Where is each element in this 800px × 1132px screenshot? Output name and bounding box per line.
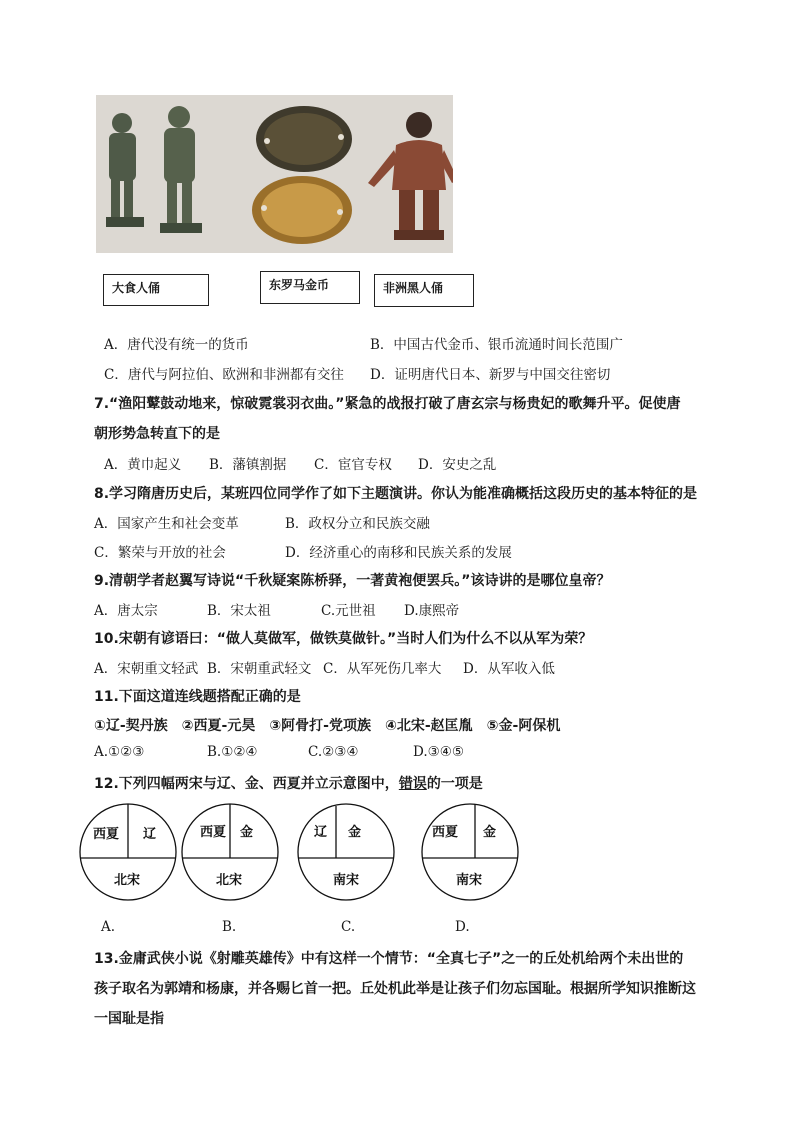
diagram-d[interactable] — [420, 800, 520, 905]
caption-byzantine-coin — [260, 271, 360, 304]
q9-option-a[interactable]: A．唐太宗 — [94, 603, 158, 619]
q10-option-b[interactable]: B．宋朝重武轻文 — [207, 661, 312, 677]
q7-option-d[interactable]: D．安史之乱 — [418, 457, 497, 473]
q7-option-c[interactable]: C．宦官专权 — [314, 457, 392, 473]
diagram-b-top-right: 金 — [240, 825, 254, 840]
q12-option-a[interactable]: A. — [101, 919, 116, 935]
q6-option-a[interactable]: A．唐代没有统一的货币 — [104, 337, 249, 353]
q8-stem: 8.学习隋唐历史后，某班四位同学作了如下主题演讲。你认为能准确概括这段历史的基本特征的是 — [94, 486, 698, 502]
diagram-b[interactable] — [180, 800, 280, 905]
diagram-b-top-left: 西夏 — [200, 825, 227, 840]
diagram-c[interactable] — [296, 800, 396, 905]
artifact-photo — [96, 95, 453, 253]
q10-option-d[interactable]: D．从军收入低 — [463, 661, 555, 677]
q9-option-b[interactable]: B．宋太祖 — [207, 603, 271, 619]
q7-stem-line1: 7.“渔阳鼙鼓动地来，惊破霓裳羽衣曲。”紧急的战报打破了唐玄宗与杨贵妃的歌舞升平。促使唐 — [94, 396, 681, 412]
caption-dashi-text: 大食人俑 — [112, 281, 161, 295]
q8-option-a[interactable]: A．国家产生和社会变革 — [94, 516, 239, 532]
q7-stem-line2: 朝形势急转直下的是 — [94, 426, 220, 442]
q12-option-d[interactable]: D. — [455, 919, 470, 935]
q12-stem — [94, 773, 483, 793]
diagram-a-top-left: 西夏 — [93, 827, 120, 842]
q8-option-d[interactable]: D．经济重心的南移和民族关系的发展 — [285, 545, 512, 561]
caption-dashi-figurine — [103, 274, 209, 306]
q9-stem: 9.清朝学者赵翼写诗说“千秋疑案陈桥驿，一著黄袍便罢兵。”该诗讲的是哪位皇帝？ — [94, 573, 611, 589]
q11-pairs: ①辽-契丹族 ②西夏-元昊 ③阿骨打-党项族 ④北宋-赵匡胤 ⑤金-阿保机 — [94, 718, 561, 734]
diagram-c-top-left: 辽 — [314, 825, 328, 840]
caption-african-figurine — [374, 274, 474, 307]
q12-stem-emphasis: 错误 — [398, 776, 427, 792]
q12-option-c[interactable]: C. — [341, 919, 356, 935]
diagram-a-bottom: 北宋 — [114, 873, 141, 888]
q11-option-c[interactable]: C.②③④ — [308, 744, 359, 760]
q12-stem-post: 的一项是 — [426, 776, 483, 792]
caption-african-text: 非洲黑人俑 — [383, 281, 444, 295]
q13-stem-line1: 13.金庸武侠小说《射雕英雄传》中有这样一个情节：“全真七子”之一的丘处机给两个未出世的 — [94, 951, 684, 967]
artifact-illustration — [96, 95, 453, 253]
diagram-d-bottom: 南宋 — [456, 873, 483, 888]
q8-option-b[interactable]: B．政权分立和民族交融 — [285, 516, 430, 532]
q10-stem: 10.宋朝有谚语曰：“做人莫做军，做铁莫做针。”当时人们为什么不以从军为荣？ — [94, 631, 593, 647]
q12-option-b[interactable]: B. — [222, 919, 237, 935]
q11-option-d[interactable]: D.③④⑤ — [413, 744, 464, 760]
q9-option-d[interactable]: D.康熙帝 — [404, 603, 460, 619]
q6-option-c[interactable]: C．唐代与阿拉伯、欧洲和非洲都有交往 — [104, 367, 344, 383]
q9-option-c[interactable]: C.元世祖 — [321, 603, 376, 619]
q10-option-c[interactable]: C．从军死伤几率大 — [323, 661, 442, 677]
q13-stem-line3: 一国耻是指 — [94, 1011, 164, 1027]
q6-option-d[interactable]: D．证明唐代日本、新罗与中国交往密切 — [370, 367, 611, 383]
q13-stem-line2: 孩子取名为郭靖和杨康，并各赐匕首一把。丘处机此举是让孩子们勿忘国耻。根据所学知识推断这 — [94, 981, 696, 997]
q7-option-a[interactable]: A．黄巾起义 — [104, 457, 182, 473]
q11-option-b[interactable]: B.①②④ — [207, 744, 258, 760]
caption-coin-text: 东罗马金币 — [269, 278, 330, 292]
q8-option-c[interactable]: C．繁荣与开放的社会 — [94, 545, 226, 561]
q6-option-b[interactable]: B．中国古代金币、银币流通时间长范围广 — [370, 337, 623, 353]
diagram-c-bottom: 南宋 — [333, 873, 360, 888]
q7-option-b[interactable]: B．藩镇割据 — [209, 457, 287, 473]
diagram-a-top-right: 辽 — [143, 827, 157, 842]
q12-stem-pre: 12.下列四幅两宋与辽、金、西夏并立示意图中， — [94, 776, 399, 792]
q11-stem: 11.下面这道连线题搭配正确的是 — [94, 689, 301, 705]
diagram-c-top-right: 金 — [348, 825, 362, 840]
q11-option-a[interactable]: A.①②③ — [94, 744, 145, 760]
diagram-d-top-right: 金 — [483, 825, 497, 840]
diagram-d-top-left: 西夏 — [432, 825, 459, 840]
q10-option-a[interactable]: A．宋朝重文轻武 — [94, 661, 199, 677]
diagram-b-bottom: 北宋 — [216, 873, 243, 888]
diagram-a[interactable] — [78, 800, 178, 905]
